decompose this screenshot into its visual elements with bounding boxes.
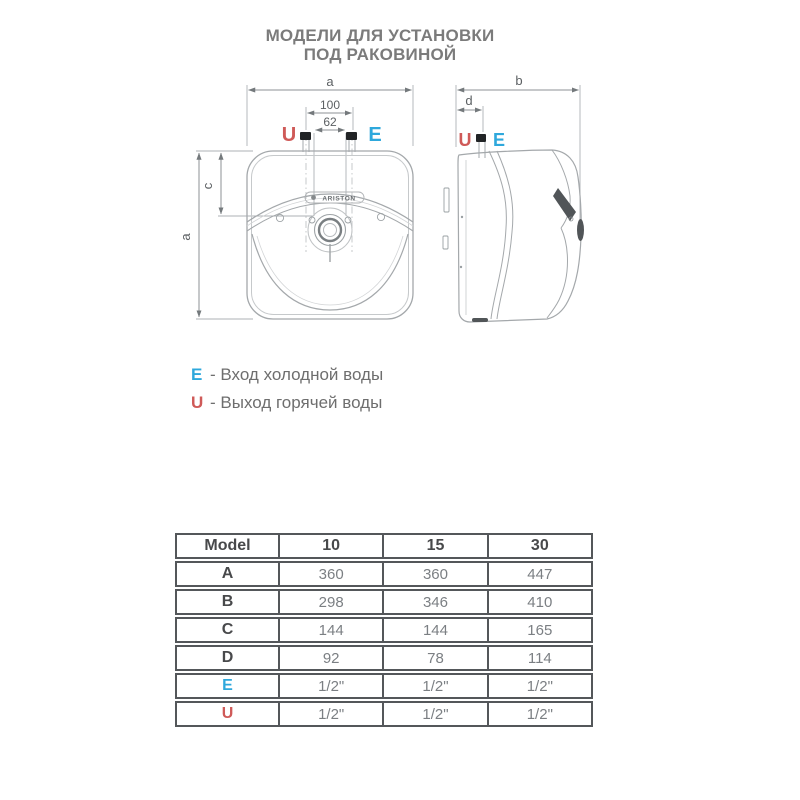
- hot-outlet-label-side: U: [458, 130, 472, 150]
- table-row: [175, 617, 593, 643]
- cell-value: 144: [382, 619, 486, 641]
- cell-value: 114: [487, 647, 591, 669]
- dim-label-a-left: a: [178, 233, 193, 241]
- cell-value: 360: [382, 563, 486, 585]
- row-label-c: C: [221, 621, 234, 638]
- table-row: [175, 701, 593, 727]
- legend-text-e: - Вход холодной воды: [210, 365, 384, 384]
- brand-logo-icon: [311, 195, 316, 200]
- cell-value: 447: [487, 563, 591, 585]
- dim-label-d: d: [465, 93, 473, 108]
- row-label-b: B: [221, 593, 234, 610]
- dim-label-c: c: [200, 182, 215, 190]
- legend-symbol-e: E: [191, 365, 203, 384]
- cell-value: 78: [382, 647, 486, 669]
- cell-value: 92: [278, 647, 382, 669]
- legend-item-hot-outlet: [191, 389, 383, 417]
- side-view-drawing: [443, 73, 584, 322]
- thermostat-knob: [308, 208, 352, 262]
- dim-label-62: 62: [323, 115, 337, 129]
- row-label-u: U: [221, 705, 234, 722]
- cell-value: 144: [278, 619, 382, 641]
- side-cap-dark: [577, 219, 584, 241]
- legend-text-u: - Выход горячей воды: [210, 393, 383, 412]
- water-pipes-front: [300, 132, 357, 152]
- table-row: [175, 589, 593, 615]
- cell-value: 1/2": [487, 675, 591, 697]
- cell-value: 360: [278, 563, 382, 585]
- cell-value: 1/2": [382, 703, 486, 725]
- table-row: [175, 645, 593, 671]
- page-title-line2: ПОД РАКОВИНОЙ: [303, 45, 457, 64]
- cell-value: 410: [487, 591, 591, 613]
- page-title: [0, 26, 760, 64]
- dim-label-100: 100: [319, 98, 341, 112]
- panel-screw-right: [377, 213, 384, 220]
- mounting-bracket-top: [444, 188, 449, 212]
- hot-outlet-label-front: U: [281, 124, 297, 146]
- table-header-row: [175, 533, 593, 559]
- panel-screw-left: [276, 214, 283, 221]
- cell-value: 1/2": [278, 675, 382, 697]
- cold-inlet-label-front: E: [368, 124, 382, 146]
- mounting-bracket-bottom: [443, 236, 448, 249]
- side-trim-dark: [553, 188, 576, 221]
- table-row: [175, 561, 593, 587]
- header-cell-model: Model: [204, 537, 251, 554]
- cell-value: 1/2": [487, 703, 591, 725]
- header-cell-15: 15: [382, 535, 486, 557]
- table-row: [175, 673, 593, 699]
- row-label-d: D: [221, 649, 234, 666]
- heater-body-front: [247, 151, 413, 319]
- row-label-a: A: [221, 565, 234, 582]
- cell-value: 1/2": [278, 703, 382, 725]
- cell-value: 165: [487, 619, 591, 641]
- front-view-drawing: [178, 74, 413, 319]
- water-pipe-side: [476, 134, 486, 158]
- technical-drawing: [168, 70, 608, 370]
- heater-body-side: [443, 150, 584, 322]
- legend-symbol-u: U: [191, 393, 204, 412]
- dim-label-b: b: [515, 73, 523, 88]
- row-label-e: E: [222, 677, 233, 694]
- header-cell-10: 10: [278, 535, 382, 557]
- header-cell-30: 30: [487, 535, 591, 557]
- legend: [191, 361, 383, 417]
- cell-value: 1/2": [382, 675, 486, 697]
- legend-item-cold-inlet: [191, 361, 383, 389]
- cold-inlet-label-side: E: [492, 130, 506, 150]
- page-title-line1: МОДЕЛИ ДЛЯ УСТАНОВКИ: [265, 26, 495, 45]
- cell-value: 346: [382, 591, 486, 613]
- cell-value: 298: [278, 591, 382, 613]
- dimensions-table: [175, 533, 593, 729]
- dim-label-a-top: a: [326, 74, 334, 89]
- brand-label: ARISTON: [322, 195, 356, 203]
